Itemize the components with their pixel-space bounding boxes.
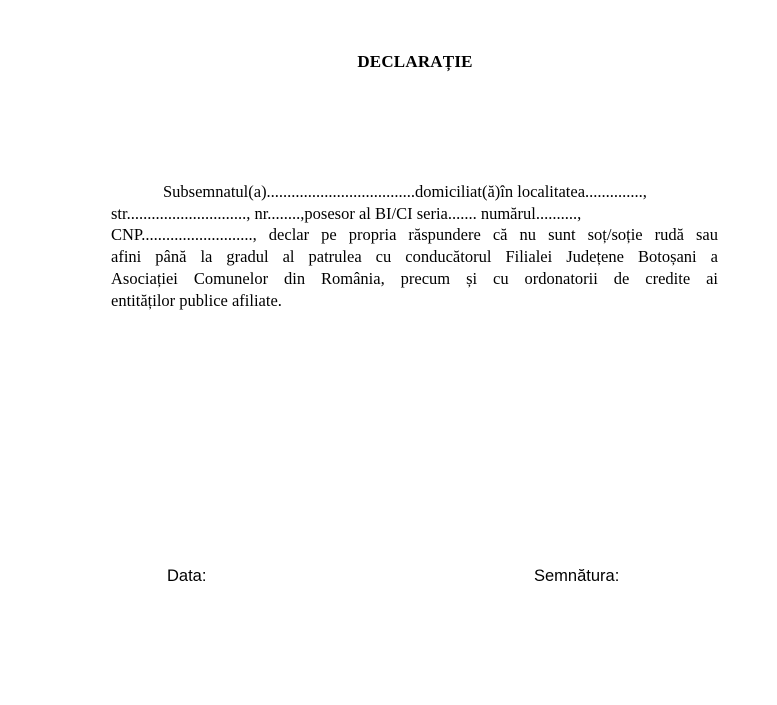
signature-label: Semnătura:: [534, 567, 620, 585]
body-line-1-text: Subsemnatul(a)....................................domiciliat(ă)în localitatea..............,: [163, 182, 647, 201]
body-line-6: entităților publice afiliate.: [111, 290, 282, 310]
body-line-1: [111, 181, 718, 203]
body-line-4: afini până la gradul al patrulea cu conducătorul Filialei Județene Botoșani a: [111, 247, 718, 267]
body-line-3: CNP..........................., declar pe propria răspundere că nu sunt soț/soție rudă sau: [111, 225, 718, 245]
body-line-2: str............................., nr........,posesor al BI/CI seria....... numărul..........,: [111, 203, 582, 223]
document-title: DECLARAȚIE: [357, 52, 473, 71]
date-label: Data:: [167, 567, 207, 585]
body-line-5: Asociației Comunelor din România, precum și cu ordonatorii de credite ai: [111, 268, 718, 288]
declaration-body: [111, 181, 718, 311]
